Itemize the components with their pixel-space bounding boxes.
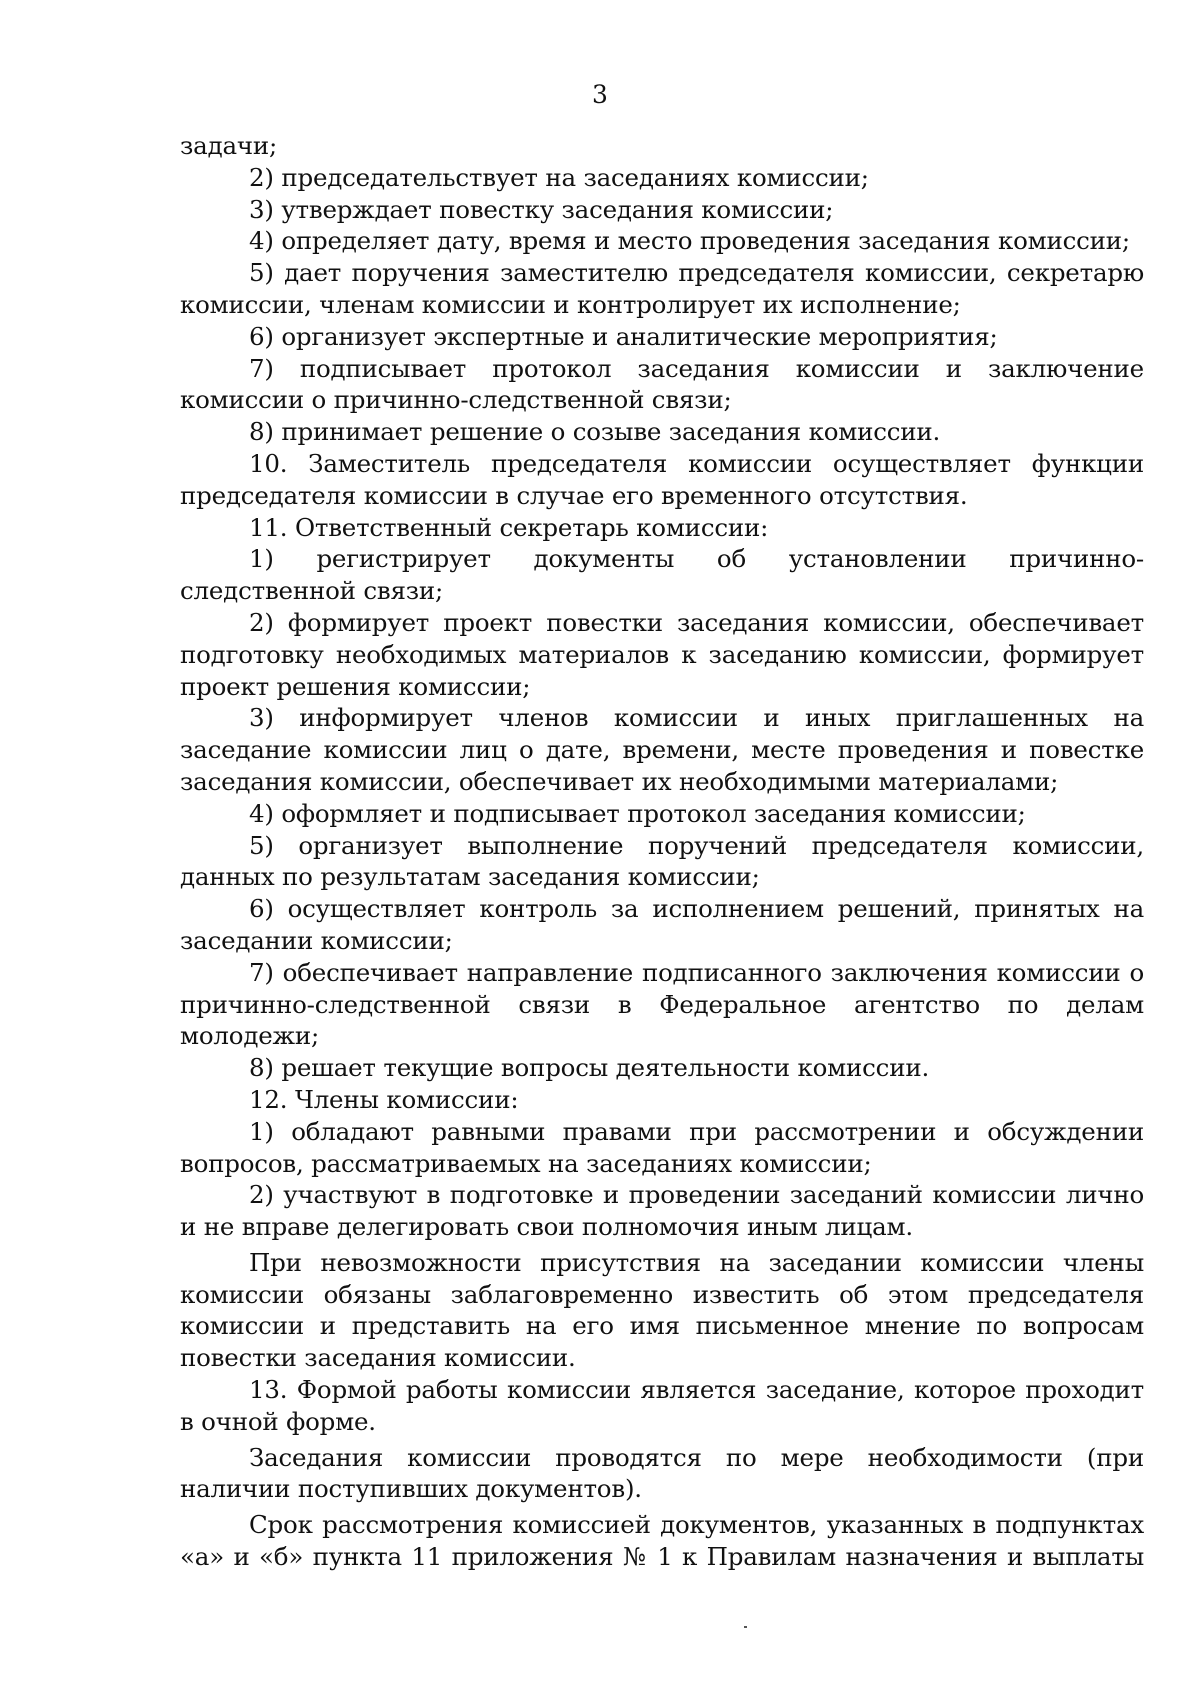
document-body (180, 130, 1144, 1573)
paragraph: 1) регистрирует документы об установлении причинно-следственной связи; (180, 544, 1144, 606)
paragraph: задачи; (180, 131, 278, 160)
paragraph: 11. Ответственный секретарь комиссии: (249, 512, 769, 542)
paragraph: 4) определяет дату, время и место проведения заседания комиссии; (249, 226, 1130, 256)
paragraph: 6) организует экспертные и аналитические мероприятия; (249, 321, 998, 351)
paragraph: 5) организует выполнение поручений председателя комиссии, данных по результатам заседания комиссии; (180, 830, 1144, 892)
paragraph: 1) обладают равными правами при рассмотрении и обсуждении вопросов, рассматриваемых на заседаниях комиссии; (180, 1116, 1144, 1178)
paragraph: 12. Члены комиссии: (249, 1084, 519, 1114)
paragraph: 7) подписывает протокол заседания комиссии и заключение комиссии о причинно-следственной связи; (180, 353, 1144, 415)
paragraph-last: Срок рассмотрения комиссией документов, указанных в подпунктах «а» и «б» пункта 11 приложения № 1 к Правилам назначения и выплаты (180, 1510, 1144, 1572)
paragraph: 4) оформляет и подписывает протокол заседания комиссии; (249, 798, 1026, 828)
paragraph: 2) председательствует на заседаниях комиссии; (249, 162, 869, 192)
paragraph: 5) дает поручения заместителю председателя комиссии, секретарю комиссии, членам комиссии и контролирует их исполнение; (180, 258, 1144, 319)
paragraph: Заседания комиссии проводятся по мере необходимости (при наличии поступивших документов). (180, 1442, 1144, 1504)
paragraph: 3) утверждает повестку заседания комиссии; (249, 194, 834, 224)
paragraph: При невозможности присутствия на заседании комиссии члены комиссии обязаны заблаговременно известить об этом председателя комиссии и представить на его имя письменное мнение по вопросам повестки заседания комиссии. (180, 1247, 1144, 1373)
paragraph: 3) информирует членов комиссии и иных приглашенных на заседание комиссии лиц о дате, времени, месте проведения и повестке заседания комиссии, обеспечивает их необходимыми материалами; (180, 703, 1144, 796)
paragraph: 7) обеспечивает направление подписанного заключения комиссии о причинно-следственной связи в Федеральное агентство по делам молодежи; (180, 957, 1144, 1051)
page-number: 3 (592, 80, 608, 109)
paragraph: 6) осуществляет контроль за исполнением решений, принятых на заседании комиссии; (180, 894, 1144, 955)
paragraph: 10. Заместитель председателя комиссии осуществляет функции председателя комиссии в случае его временного отсутствия. (180, 448, 1144, 510)
paragraph: 8) решает текущие вопросы деятельности комиссии. (249, 1053, 930, 1083)
paragraph: 2) формирует проект повестки заседания комиссии, обеспечивает подготовку необходимых материалов к заседанию комиссии, формирует проект решения комиссии; (180, 607, 1144, 701)
paragraph: 8) принимает решение о созыве заседания комиссии. (249, 417, 941, 447)
scan-speck (744, 1626, 747, 1628)
paragraph: 2) участвуют в подготовке и проведении заседаний комиссии лично и не вправе делегировать свои полномочия иным лицам. (180, 1180, 1144, 1242)
paragraph: 13. Формой работы комиссии является заседание, которое проходит в очной форме. (180, 1375, 1144, 1436)
